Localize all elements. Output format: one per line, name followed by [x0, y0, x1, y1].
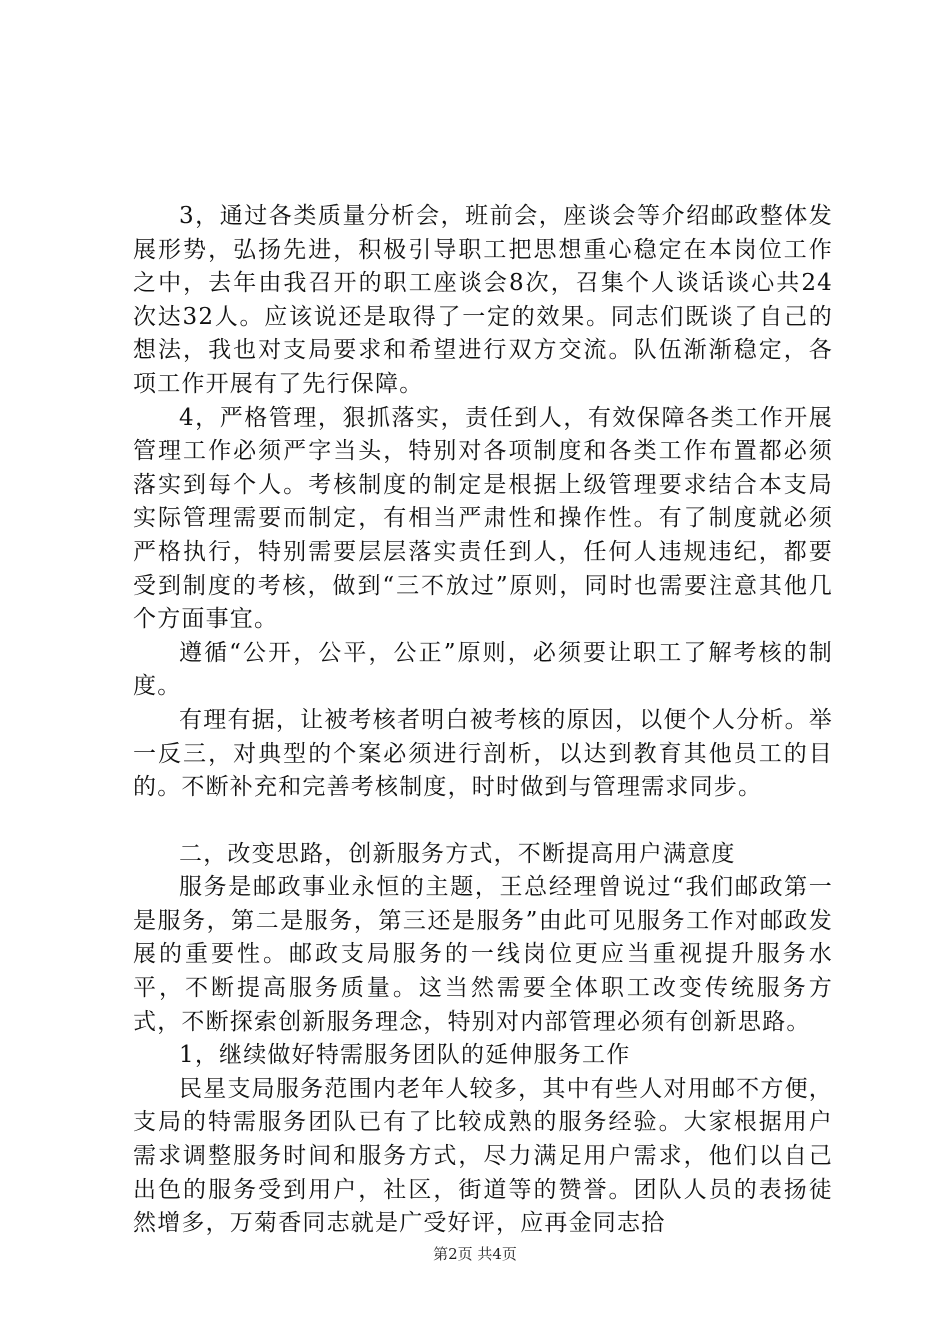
subheading-item-1: 1，继续做好特需服务团队的延伸服务工作	[179, 1042, 631, 1069]
paragraph-principle-reason: 有理有据，让被考核者明白被考核的原因，以便个人分析。举一反三，对典型的个案必须进行剖析，以达到教育其他员工的目的。不断补充和完善考核制度，时时做到与管理需求同步。	[133, 706, 833, 801]
paragraph-service-theme: 服务是邮政事业永恒的主题，王总经理曾说过“我们邮政第一是服务，第二是服务，第三还是服务”由此可见服务工作对邮政发展的重要性。邮政支局服务的一线岗位更应当重视提升服务水平，不断提高服务质量。这当然需要全体职工改变传统服务方式，不断探索创新服务理念，特别对内部管理必须有创新思路。	[133, 874, 833, 1035]
paragraph-minxing-branch: 民星支局服务范围内老年人较多，其中有些人对用邮不方便，支局的特需服务团队已有了比较成熟的服务经验。大家根据用户需求调整服务时间和服务方式，尽力满足用户需求，他们以自己出色的服务受到用户，社区，街道等的赞誉。团队人员的表扬徒然增多，万菊香同志就是广受好评，应再金同志拾	[133, 1075, 833, 1237]
paragraph-principle-open: 遵循“公开，公平，公正”原则，必须要让职工了解考核的制度。	[133, 639, 833, 700]
document-body	[133, 200, 833, 1241]
section-heading-2: 二，改变思路，创新服务方式，不断提高用户满意度	[179, 840, 736, 867]
page-number-footer: 第2页 共4页	[433, 1245, 517, 1263]
paragraph-item-3: 3，通过各类质量分析会，班前会，座谈会等介绍邮政整体发展形势，弘扬先进，积极引导职工把思想重心稳定在本岗位工作之中，去年由我召开的职工座谈会8次，召集个人谈话谈心共24次达32人。应该说还是取得了一定的效果。同志们既谈了自己的想法，我也对支局要求和希望进行双方交流。队伍渐渐稳定，各项工作开展有了先行保障。	[133, 203, 833, 397]
paragraph-item-4: 4，严格管理，狠抓落实，责任到人，有效保障各类工作开展管理工作必须严字当头，特别对各项制度和各类工作布置都必须落实到每个人。考核制度的制定是根据上级管理要求结合本支局实际管理需要而制定，有相当严肃性和操作性。有了制度就必须严格执行，特别需要层层落实责任到人，任何人违规违纪，都要受到制度的考核，做到“三不放过”原则，同时也需要注意其他几个方面事宜。	[133, 404, 833, 633]
section-gap	[133, 805, 833, 838]
